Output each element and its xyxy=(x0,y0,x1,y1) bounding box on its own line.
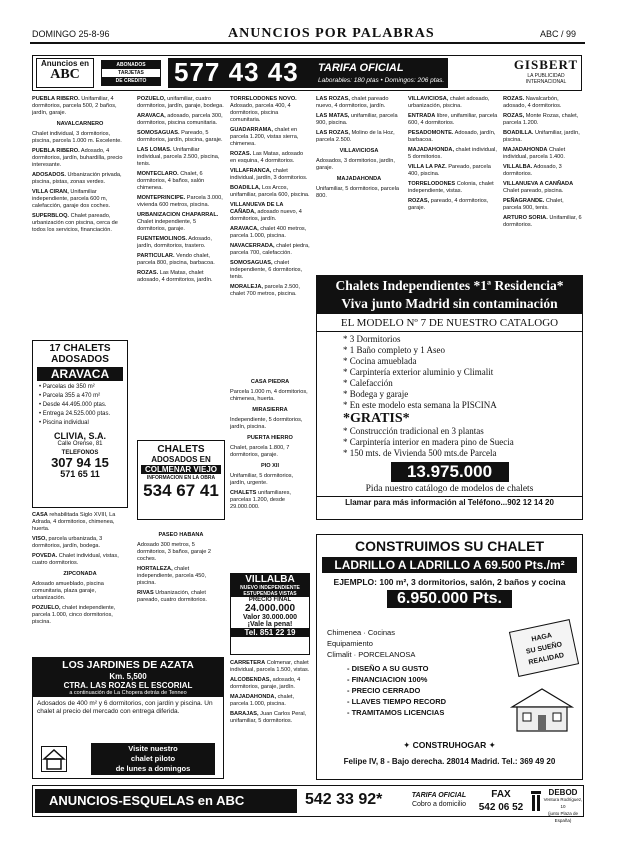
feature-list-2: * Construcción tradicional en 3 plantas * Carpintería interior en madera pino de Suecia * 150 mts. de Vivienda 500 mts.de Parcela xyxy=(343,426,514,458)
listing: Adosado 300 metros, 5 dormitorios, 3 baños, garaje 2 coches. xyxy=(137,542,212,562)
classifieds-column-3-mid: CASA PIEDRA Parcela 1.000 m, 4 dormitorios, chimenea, huerta. MIRASIERRA Independiente, 5 dormitorios, jardín, piscina. PUERTA HIERRO Chalet, parcela 1.800, 7 dormitorios, garaje. PIO XII Unifamiliar, 5 dormitorios, jardín, urgente. CHALETS unifamiliares, parcelas 1.200, desde 29.000.000. xyxy=(230,375,310,560)
listing: Independiente, 5 dormitorios, jardín, piscina. xyxy=(230,417,303,430)
tarifa-detail: Laborables: 180 ptas • Domingos: 206 ptas. xyxy=(318,77,445,84)
listing: Chalet individual, 3 dormitorios, piscina, parcela 1.000 m. Excelente. xyxy=(32,131,122,144)
house-illustration-icon xyxy=(507,683,577,735)
listing: ROZAS. Las Matas, chalet adosado, 4 dormitorios, jardín. xyxy=(137,270,213,283)
listing: VISO, parcela urbanizada, 3 dormitorios, jardín, bodega. xyxy=(32,536,103,549)
listing: ROZAS. Navalcarbón, adosado, 4 dormitorios. xyxy=(503,96,562,109)
price: 13.975.000 xyxy=(391,462,509,482)
listing: ROZAS. Las Matas, adosado en esquina, 4 dormitorios. xyxy=(230,151,304,164)
listing: GUADARRAMA, chalet en parcela 1.200, vistas sierra, chimenea. xyxy=(230,127,299,147)
classifieds-column-3 xyxy=(230,96,310,371)
tarifa-box: TARIFA OFICIAL Cobro a domicilio xyxy=(411,792,467,808)
debod-address: DEBOD Ventura Rodríguez, 10 (junto Plaza de España) xyxy=(543,788,583,823)
ad-villalba: VILLALBA NUEVO INDEPENDIENTE ESTUPENDAS VISTAS PRECIO FINAL 24.000.000 Valor 30.000.000 ¡Vale la pena! Tel. 851 22 19 xyxy=(230,573,310,655)
feature-list: - DISEÑO A SU GUSTO - FINANCIACION 100% - PRECIO CERRADO - LLAVES TIEMPO RECORD - TRAMITAMOS LICENCIAS xyxy=(347,664,447,717)
house-logo-icon xyxy=(41,746,67,772)
listing: Unifamiliar, 5 dormitorios, jardín, urgente. xyxy=(230,473,294,486)
listing: PEÑAGRANDE. Chalet, parcela 900, tenis. xyxy=(503,198,564,211)
listing: LAS MATAS, unifamiliar, parcela 900, piscina. xyxy=(316,113,398,126)
realidad-stamp: HAGA SU SUEÑO REALIDAD xyxy=(509,619,579,677)
listing: POZUELO, unifamiliar, cuatro dormitorios, jardín, garaje, bodega. xyxy=(137,96,224,109)
listing: POVEDA. Chalet individual, vistas, cuatro dormitorios. xyxy=(32,553,119,566)
listing: ADOSADOS. Urbanización privada, piscina, pistas, zonas verdes. xyxy=(32,172,122,185)
brand-clivia: CLIVIA, S.A. xyxy=(53,431,106,441)
listing: BARAJAS, Juan Carlos Peral, unifamiliar, 5 dormitorios. xyxy=(230,711,307,724)
listing: ROZAS, Monte Rozas, chalet, parcela 1.200. xyxy=(503,113,579,126)
listing: VILLA LA PAZ. Pareado, parcela 400, piscina. xyxy=(408,164,491,177)
listing: SOMOSAGUAS. Pareado, 5 dormitorios, jardín, piscina, garaje. xyxy=(137,130,223,143)
listing: CARRETERA Colmenar, chalet individual, parcela 1.500, vistas. xyxy=(230,660,310,673)
classifieds-column-1 xyxy=(32,96,128,336)
fax-box: FAX 542 06 52 xyxy=(478,789,524,813)
header-rule xyxy=(30,42,585,44)
listing: ALCOBENDAS, adosado, 4 dormitorios, garaje, jardín. xyxy=(230,677,301,690)
credit-cards-box: ABONADOS TARJETAS DE CREDITO xyxy=(101,60,161,86)
banner-phone-panel xyxy=(168,58,448,88)
classifieds-column-4: LAS ROZAS, chalet pareado nuevo, 4 dormitorios, jardín. LAS MATAS, unifamiliar, parcela 900, piscina. LAS ROZAS, Molino de la Hoz, parcela 2.500. VILLAVICIOSA Adosados, 3 dormitorios, jardín, garaje. MAJADAHONDA Unifamiliar, 5 dormitorios, parcela 800. xyxy=(316,96,402,271)
gratis-label: *GRATIS* xyxy=(343,411,410,426)
listing: LAS LOMAS. Unifamiliar individual, parcela 2.500, piscina, tenis. xyxy=(137,147,220,167)
banner-phone: 577 43 43 xyxy=(174,57,299,87)
listing: BOADILLA. Unifamiliar, jardín, piscina. xyxy=(503,130,580,143)
listing: VILLANUEVA A CANÑADA Chalet pareado, piscina. xyxy=(503,181,574,194)
listing: CHALETS unifamiliares, parcelas 1.200, desde 29.000.000. xyxy=(230,490,291,510)
listing: ARAVACA, adosado, parcela 300, dormitorios, piscina comunitaria. xyxy=(137,113,223,126)
tarifa-label: TARIFA OFICIAL xyxy=(318,62,404,74)
ad-chalets-independientes: Chalets Independientes *1ª Residencia* Viva junto Madrid sin contaminación EL MODELO Nº 7 DE NUESTRO CATALOGO * 3 Dormitorios * 1 Baño completo y 1 Aseo * Cocina amueblada * Carpintería exterior aluminio y Climalit * Calefacción * Bodega y garaje * En este modelo esta semana la PISCINA *GRATIS* * Construcción tradicional en 3 plantas * Carpintería interior en madera pino de Suecia * 150 mts. de Vivienda 500 mts.de Parcela 13.975.000 Pida nuestro catálogo de modelos de chalets Llamar para más información al Teléfono...902 12 14 20 xyxy=(316,275,583,520)
listing: MONTECLARO. Chalet, 6 dormitorios, 4 baños, salón chimenea. xyxy=(137,171,205,191)
listing: SOMOSAGUAS, chalet independiente, 6 dormitorios, tenis. xyxy=(230,260,303,280)
listing: PESADOMONTE. Adosado, jardín, barbacoa. xyxy=(408,130,496,143)
listing: TORRELODONES Colonia, chalet independiente, vistas. xyxy=(408,181,494,194)
gisbert-logo: GISBERT LA PUBLICIDAD INTERNACIONAL xyxy=(513,57,579,85)
phone: Llamar para más información al Teléfono...902 12 14 20 xyxy=(317,496,582,507)
listing: MAJADAHONDA Chalet individual, parcela 1.400. xyxy=(503,147,566,160)
listing: ROZAS, pareado, 4 dormitorios, garaje. xyxy=(408,198,489,211)
listing-heading: NAVALCARNERO xyxy=(56,121,104,127)
classifieds-column-6 xyxy=(503,96,583,271)
listing: Chalet, parcela 1.800, 7 dormitorios, garaje. xyxy=(230,445,290,458)
listing: MAJADAHONDA, chalet individual, 5 dormitorios. xyxy=(408,147,497,160)
abc-logo: Anuncios en ABC xyxy=(36,58,94,88)
listing: PUEBLA RIBERO. Adosado, 4 dormitorios, jardín, buhardilla, precio interesante. xyxy=(32,148,123,168)
listing: HORTALEZA, chalet independiente, parcela 450, piscina. xyxy=(137,566,207,586)
listing: MORALEJA, parcela 2.500, chalet 700 metros, piscina. xyxy=(230,284,300,297)
listing: VILLAVICIOSA, chalet adosado, urbanización, piscina. xyxy=(408,96,490,109)
top-banner xyxy=(32,55,582,91)
feature-list: • Parcelas de 350 m² • Parcela 355 a 470 m² • Desde 44.495.000 ptas. • Entrega 24.525.000 ptas. • Piscina individual xyxy=(39,384,111,426)
listing: FUENTEMOLINOS. Adosado, jardín, dormitorios, trastero. xyxy=(137,236,212,249)
listing: VILLA CIRAN, Unifamiliar independiente, parcela 600 m, calefacción, garaje dos coches. xyxy=(32,189,111,209)
listing: PARTICULAR. Vendo chalet, parcela 800, piscina, barbacoa. xyxy=(137,253,215,266)
ad-body: Adosados de 400 m² y 6 dormitorios, con jardín y piscina. Un chalet al precio del mercado con entrega diferida. xyxy=(37,700,213,715)
listing-heading: ZIPCONADA xyxy=(63,571,97,577)
debod-temple-icon xyxy=(530,789,542,813)
phone: 571 65 11 xyxy=(60,469,100,479)
listing: LAS ROZAS, chalet pareado nuevo, 4 dormitorios, jardín. xyxy=(316,96,389,109)
feature-list: * 3 Dormitorios * 1 Baño completo y 1 Aseo * Cocina amueblada * Carpintería exterior aluminio y Climalit * Calefacción * Bodega y garaje * En este modelo esta semana la PISCINA xyxy=(343,334,497,410)
listing: ARAVACA, chalet 400 metros, parcela 1.000, piscina. xyxy=(230,226,307,239)
phone: 534 67 41 xyxy=(143,481,219,500)
esquelas-title: ANUNCIOS-ESQUELAS en ABC xyxy=(35,789,297,813)
ad-chalets-colmenar-viejo: CHALETS ADOSADOS EN COLMENAR VIEJO INFORMACION EN LA OBRA 534 67 41 xyxy=(137,440,225,520)
listing-heading: PASEO HABANA xyxy=(158,532,204,538)
classifieds-column-5 xyxy=(408,96,498,271)
listing: RIVAS Urbanización, chalet pareado, cuatro dormitorios. xyxy=(137,590,207,603)
page-number: ABC / 99 xyxy=(540,29,577,39)
ad-17-chalets-aravaca: 17 CHALETS ADOSADOS ARAVACA • Parcelas de 350 m² • Parcela 355 a 470 m² • Desde 44.495.000 ptas. • Entrega 24.525.000 ptas. • Piscina individual CLIVIA, S.A. Calle Orense, 81 TELEFONOS 307 94 15 571 65 11 xyxy=(32,340,128,508)
phone: 307 94 15 xyxy=(51,455,109,470)
phone: Tel. 851 22 19 xyxy=(231,628,309,637)
footer-banner xyxy=(32,785,584,823)
listing: SUPERBLOQ. Chalet pareado, urbanización con piscina, cerca de todos los servicios, financiación. xyxy=(32,213,118,233)
listing: NAVACERRADA, chalet piedra, parcela 700, calefacción. xyxy=(230,243,310,256)
listing: MAJADAHONDA, chalet, parcela 1.000, piscina. xyxy=(230,694,295,707)
classifieds-column-3-lower xyxy=(230,660,310,778)
listing: PUEBLA RIBERO. Unifamiliar, 4 dormitorios, parcela 500, 2 baños, jardín, garaje. xyxy=(32,96,117,116)
listing: VILLAFRANCA, chalet individual, jardín, 3 dormitorios. xyxy=(230,168,308,181)
listing: URBANIZACION CHAPARRAL. Chalet independiente, 5 dormitorios, garaje. xyxy=(137,212,219,232)
listing: POZUELO, chalet independiente, parcela 1.000, cinco dormitorios, piscina. xyxy=(32,605,116,625)
listing: Unifamiliar, 5 dormitorios, parcela 800. xyxy=(316,186,400,199)
price: 24.000.000 xyxy=(244,603,296,614)
ad-construimos-su-chalet: CONSTRUIMOS SU CHALET LADRILLO A LADRILLO A 69.500 Pts./m² EJEMPLO: 100 m², 3 dormitorios, salón, 2 baños y cocina 6.950.000 Pts. Chimenea · Cocinas Equipamiento Climalit · PORCELANOSA HAGA SU SUEÑO REALIDAD - DISEÑO A SU GUSTO - FINANCIACION 100% - PRECIO CERRADO - LLAVES TIEMPO RECORD - TRAMITAMOS LICENCIAS ✦ CONSTRUHOGAR ✦ Felipe IV, 8 - Bajo derecha. 28014 Madrid. Tel.: 369 49 20 xyxy=(316,534,583,780)
listing: CASA rehabilitada Siglo XVIII, La Adrada, 4 dormitorios, chimenea, huerta. xyxy=(32,512,116,532)
phone: 542 33 92* xyxy=(305,791,383,808)
classifieds-column-1-lower xyxy=(32,512,128,652)
issue-date: DOMINGO 25-8-96 xyxy=(32,29,110,39)
listing: VILLANUEVA DE LA CAÑADA, adosado nuevo, 4 dormitorios, jardín. xyxy=(230,202,302,222)
listing: BOADILLA, Los Arcos, unifamiliar, parcela 600, piscina. xyxy=(230,185,310,198)
address: Felipe IV, 8 - Bajo derecha. 28014 Madrid. Tel.: 369 49 20 xyxy=(343,757,556,766)
listing: LAS ROZAS, Molino de la Hoz, parcela 2.500. xyxy=(316,130,395,143)
section-title: ANUNCIOS POR PALABRAS xyxy=(228,26,435,41)
classifieds-column-2 xyxy=(137,96,225,436)
classifieds-column-2-lower xyxy=(137,528,225,650)
listing: TORRELODONES NOVO. Adosado, parcela 400, 4 dormitorios, piscina comunitaria. xyxy=(230,96,297,123)
visit-banner: Visite nuestro chalet piloto de lunes a domingos xyxy=(91,743,215,775)
listing: Adosado amueblado, piscina comunitaria, plaza garaje, urbanización. xyxy=(32,581,104,601)
listing: Adosados, 3 dormitorios, jardín, garaje. xyxy=(316,158,395,171)
listing: VILLALBA. Adosado, 3 dormitorios. xyxy=(503,164,562,177)
brand-construhogar: ✦ CONSTRUHOGAR ✦ xyxy=(403,740,496,750)
listing: Parcela 1.000 m, 4 dormitorios, chimenea, huerta. xyxy=(230,389,308,402)
listing: ENTRADA libre, unifamiliar, parcela 600, 4 dormitorios. xyxy=(408,113,498,126)
price: 6.950.000 Pts. xyxy=(387,590,512,608)
listing: ARTURO SORIA. Unifamiliar, 6 dormitorios. xyxy=(503,215,582,228)
ad-jardines-de-azata: LOS JARDINES DE AZATA Km. 5,500 CTRA. LAS ROZAS EL ESCORIAL a continuación de La Chopera detrás de Tenneo Adosados de 400 m² y 6 dormitorios, con jardín y piscina. Un chalet al precio del mercado con entrega diferida. Visite nuestro chalet piloto de lunes a domingos xyxy=(32,657,224,779)
brand-list: Chimenea · Cocinas Equipamiento Climalit · PORCELANOSA xyxy=(327,628,416,659)
listing: MONTEPRINCIPE. Parcela 3.000, vivienda 600 metros, piscina. xyxy=(137,195,223,208)
